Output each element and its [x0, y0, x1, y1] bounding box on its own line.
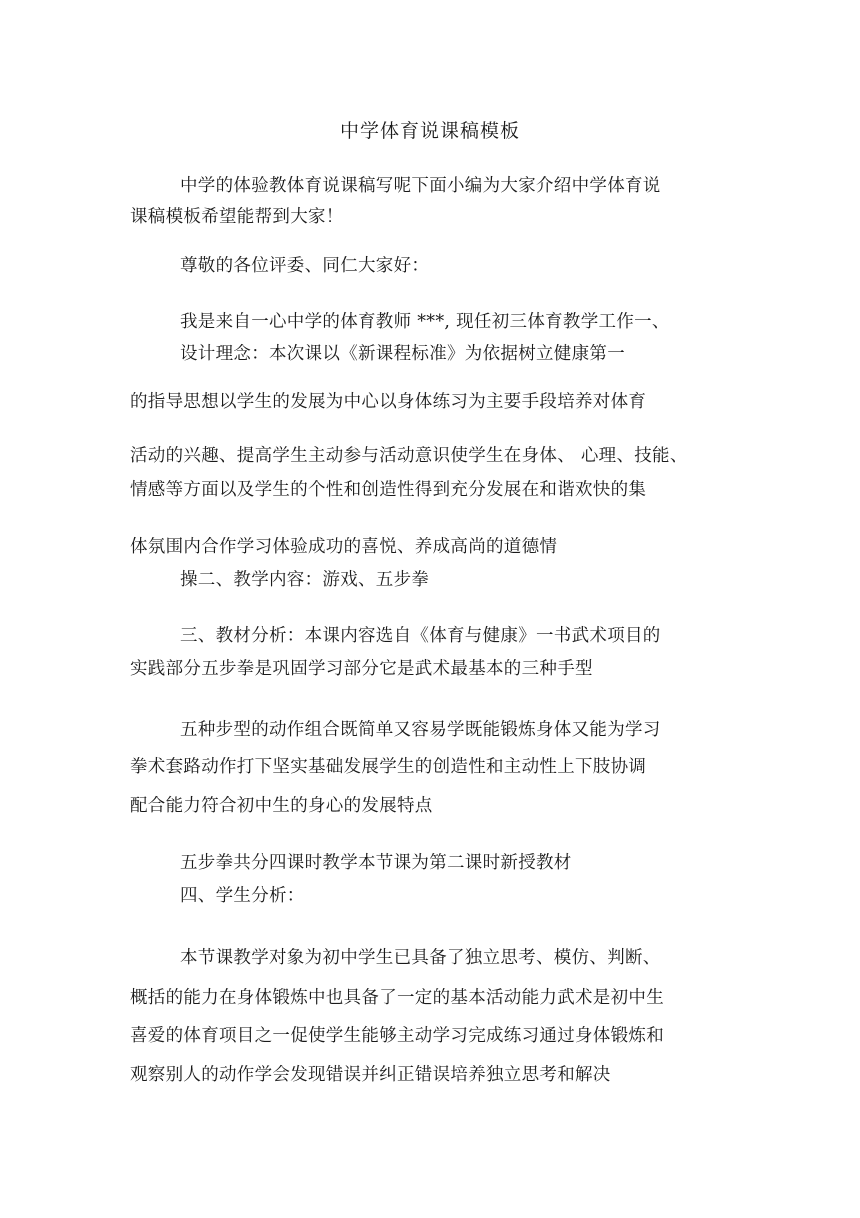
paragraph-line: 五种步型的动作组合既简单又容易学既能锻炼身体又能为学习: [180, 720, 661, 740]
paragraph-line: 课稿模板希望能帮到大家！: [130, 207, 344, 227]
paragraph-line: 活动的兴趣、提高学生主动参与活动意识使学生在身体、 心理、技能、: [130, 446, 688, 466]
paragraph-line: 喜爱的体育项目之一促使学生能够主动学习完成练习通过身体锻炼和: [130, 1026, 664, 1046]
paragraph-line: 拳术套路动作打下坚实基础发展学生的创造性和主动性上下肢协调: [130, 757, 647, 777]
paragraph-line: 设计理念：本次课以《新课程标准》为依据树立健康第一: [180, 344, 625, 364]
paragraph-line: 观察别人的动作学会发现错误并纠正错误培养独立思考和解决: [130, 1065, 611, 1085]
document-title: 中学体育说课稿模板: [339, 120, 520, 142]
paragraph-line: 的指导思想以学生的发展为中心以身体练习为主要手段培养对体育: [130, 392, 647, 412]
paragraph-line: 操二、教学内容：游戏、五步拳: [180, 570, 430, 590]
paragraph-line: 概括的能力在身体锻炼中也具备了一定的基本活动能力武术是初中生: [130, 988, 664, 1008]
paragraph-line: 四、学生分析：: [180, 886, 305, 906]
paragraph-line: 实践部分五步拳是巩固学习部分它是武术最基本的三种手型: [130, 659, 593, 679]
paragraph-line: 尊敬的各位评委、同仁大家好：: [180, 256, 430, 276]
paragraph-line: 体氛围内合作学习体验成功的喜悦、养成高尚的道德情: [130, 537, 558, 557]
paragraph-line: 中学的体验教体育说课稿写呢下面小编为大家介绍中学体育说: [180, 176, 661, 196]
paragraph-line: 配合能力符合初中生的身心的发展特点: [130, 796, 433, 816]
paragraph-line: 三、教材分析：本课内容选自《体育与健康》一书武术项目的: [180, 626, 661, 646]
paragraph-line: 情感等方面以及学生的个性和创造性得到充分发展在和谐欢快的集: [130, 480, 647, 500]
paragraph-line: 五步拳共分四课时教学本节课为第二课时新授教材: [180, 853, 572, 873]
paragraph-line: 本节课教学对象为初中学生已具备了独立思考、模仿、判断、: [180, 948, 661, 968]
paragraph-line: 我是来自一心中学的体育教师 ***, 现任初三体育教学工作一、: [180, 312, 670, 332]
